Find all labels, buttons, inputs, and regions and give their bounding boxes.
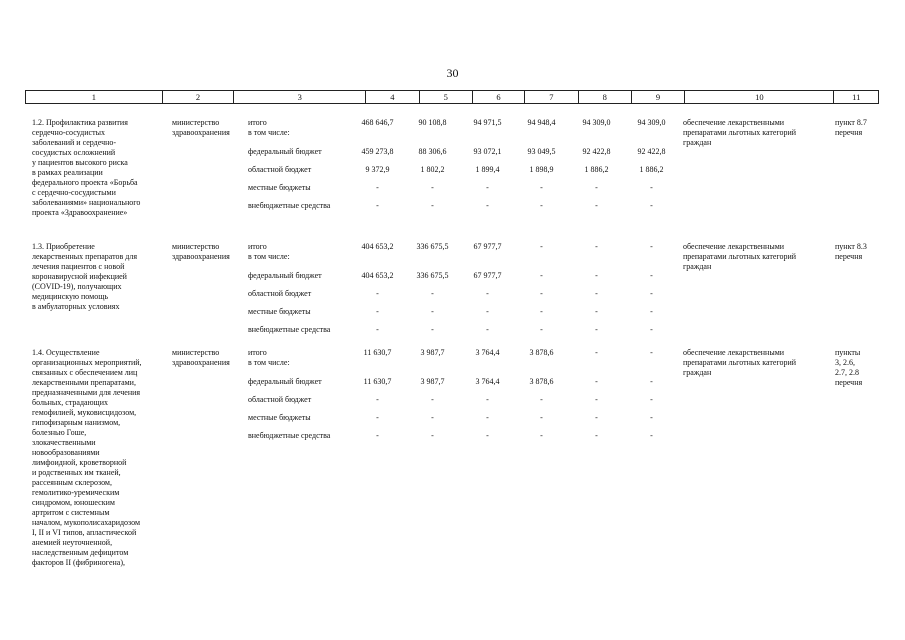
- amount-cell: 1 898,9: [529, 165, 554, 174]
- amount-cell: 67 977,7: [473, 271, 502, 280]
- amount-cell: -: [650, 289, 653, 298]
- table-header-numbers: [25, 90, 879, 104]
- column-number-9: 9: [632, 91, 685, 103]
- amount-cell: -: [540, 242, 543, 251]
- amount-cell: 93 049,5: [527, 147, 556, 156]
- amount-cell: -: [431, 325, 434, 334]
- amount-cell: 3 987,7: [420, 348, 445, 357]
- amount-cell: 404 653,2: [361, 271, 394, 280]
- amount-cell: -: [595, 289, 598, 298]
- activity-name: 1.3. Приобретение лекарственных препаратов для лечения пациентов с новой коронавирусной инфекцией (COVID-19), получающих медицинскую помощь в амбулаторных условиях: [32, 242, 138, 311]
- amount-cell: 9 372,9: [365, 165, 390, 174]
- column-number-7: 7: [525, 91, 578, 103]
- amount-cell: 1 886,2: [584, 165, 609, 174]
- funding-source-label: областной бюджет: [248, 289, 312, 298]
- amount-cell: -: [486, 395, 489, 404]
- amount-cell: -: [595, 395, 598, 404]
- amount-cell: -: [595, 201, 598, 210]
- amount-cell: 336 675,5: [416, 271, 449, 280]
- expected-result: обеспечение лекарственными препаратами льготных категорий граждан: [683, 118, 797, 147]
- amount-cell: 11 630,7: [363, 348, 392, 357]
- amount-cell: -: [650, 307, 653, 316]
- amount-cell: -: [650, 325, 653, 334]
- amount-cell: -: [540, 307, 543, 316]
- expected-result: обеспечение лекарственными препаратами льготных категорий граждан: [683, 242, 797, 271]
- amount-cell: -: [486, 431, 489, 440]
- amount-cell: -: [486, 201, 489, 210]
- amount-cell: 336 675,5: [416, 242, 449, 251]
- amount-cell: 1 802,2: [420, 165, 445, 174]
- funding-source-label: итого в том числе:: [248, 242, 290, 261]
- amount-cell: 3 764,4: [475, 348, 500, 357]
- amount-cell: -: [486, 183, 489, 192]
- amount-cell: 67 977,7: [473, 242, 502, 251]
- executor: министерство здравоохранения: [172, 348, 230, 367]
- funding-source-label: местные бюджеты: [248, 183, 311, 192]
- funding-source-label: федеральный бюджет: [248, 377, 322, 386]
- column-number-11: 11: [852, 92, 861, 102]
- amount-cell: -: [595, 242, 598, 251]
- funding-source-label: местные бюджеты: [248, 413, 311, 422]
- amount-cell: -: [650, 395, 653, 404]
- activity-name: 1.2. Профилактика развития сердечно-сосудистых заболеваний и сердечно- сосудистых осложнений у пациентов высокого риска в рамках реализации федерального проекта «Борьба с сердечно-сосудистыми заболеваниями» национального проекта «Здравоохранение»: [32, 118, 141, 217]
- amount-cell: -: [540, 413, 543, 422]
- amount-cell: -: [376, 395, 379, 404]
- amount-cell: -: [540, 201, 543, 210]
- amount-cell: 3 987,7: [420, 377, 445, 386]
- amount-cell: -: [376, 289, 379, 298]
- amount-cell: -: [376, 183, 379, 192]
- amount-cell: -: [540, 289, 543, 298]
- amount-cell: -: [486, 289, 489, 298]
- amount-cell: -: [595, 183, 598, 192]
- amount-cell: -: [431, 395, 434, 404]
- column-number-4: 4: [366, 91, 419, 103]
- amount-cell: 94 309,0: [637, 118, 666, 127]
- amount-cell: 1 899,4: [475, 165, 500, 174]
- column-number-2: 2: [163, 91, 235, 103]
- funding-source-label: федеральный бюджет: [248, 271, 322, 280]
- amount-cell: -: [540, 431, 543, 440]
- amount-cell: -: [650, 431, 653, 440]
- amount-cell: 1 886,2: [639, 165, 664, 174]
- column-number-6: 6: [473, 91, 525, 103]
- amount-cell: 404 653,2: [361, 242, 394, 251]
- amount-cell: 3 878,6: [529, 348, 554, 357]
- funding-source-label: внебюджетные средства: [248, 201, 331, 210]
- amount-cell: -: [540, 183, 543, 192]
- funding-source-label: местные бюджеты: [248, 307, 311, 316]
- amount-cell: -: [431, 413, 434, 422]
- amount-cell: -: [376, 431, 379, 440]
- amount-cell: -: [431, 201, 434, 210]
- amount-cell: -: [650, 183, 653, 192]
- amount-cell: -: [650, 348, 653, 357]
- amount-cell: 94 971,5: [473, 118, 502, 127]
- amount-cell: -: [650, 377, 653, 386]
- amount-cell: -: [540, 395, 543, 404]
- list-reference: пункт 8.7 перечня: [835, 118, 867, 137]
- amount-cell: -: [595, 431, 598, 440]
- column-number-5: 5: [420, 91, 473, 103]
- amount-cell: 3 878,6: [529, 377, 554, 386]
- list-reference: пункты 3, 2.6, 2.7, 2.8 перечня: [835, 348, 863, 387]
- funding-source-label: итого в том числе:: [248, 348, 290, 367]
- amount-cell: -: [540, 271, 543, 280]
- amount-cell: 11 630,7: [363, 377, 392, 386]
- amount-cell: -: [540, 325, 543, 334]
- amount-cell: -: [595, 271, 598, 280]
- amount-cell: -: [376, 325, 379, 334]
- amount-cell: -: [595, 377, 598, 386]
- funding-source-label: областной бюджет: [248, 165, 312, 174]
- amount-cell: -: [595, 325, 598, 334]
- column-number-8: 8: [579, 91, 632, 103]
- column-number-1: 1: [26, 91, 163, 103]
- executor: министерство здравоохранения: [172, 242, 230, 261]
- amount-cell: -: [486, 307, 489, 316]
- amount-cell: -: [486, 325, 489, 334]
- amount-cell: -: [650, 271, 653, 280]
- amount-cell: 92 422,8: [582, 147, 611, 156]
- expected-result: обеспечение лекарственными препаратами льготных категорий граждан: [683, 348, 797, 377]
- funding-source-label: внебюджетные средства: [248, 325, 331, 334]
- amount-cell: -: [376, 413, 379, 422]
- amount-cell: 90 108,8: [418, 118, 447, 127]
- page-number: 30: [446, 66, 459, 80]
- amount-cell: 88 306,6: [418, 147, 447, 156]
- column-number-10: 10: [685, 91, 834, 103]
- funding-source-label: внебюджетные средства: [248, 431, 331, 440]
- amount-cell: 94 309,0: [582, 118, 611, 127]
- amount-cell: 468 646,7: [361, 118, 394, 127]
- executor: министерство здравоохранения: [172, 118, 230, 137]
- funding-source-label: итого в том числе:: [248, 118, 290, 137]
- activity-name: 1.4. Осуществление организационных мероприятий, связанных с обеспечением лиц лекарственными препаратами, предназначенными для лечения больных, страдающих гемофилией, муковисцидозом, гипофизарным нанизмом, болезнью Гоше, злокачественными новообразованиями лимфоидной, кроветворной и родственных им тканей, рассеянным склерозом, гемолитико-уремическим синдромом, юношеским артритом с системным началом, мукополисахаридозом I, II и VI типов, апластической анемией неуточненной, наследственным дефицитом факторов II (фибриногена),: [32, 348, 142, 567]
- amount-cell: -: [431, 183, 434, 192]
- funding-source-label: областной бюджет: [248, 395, 312, 404]
- amount-cell: 92 422,8: [637, 147, 666, 156]
- amount-cell: -: [650, 201, 653, 210]
- amount-cell: 93 072,1: [473, 147, 502, 156]
- amount-cell: -: [486, 413, 489, 422]
- amount-cell: 3 764,4: [475, 377, 500, 386]
- amount-cell: -: [376, 307, 379, 316]
- amount-cell: -: [595, 348, 598, 357]
- amount-cell: -: [650, 242, 653, 251]
- column-number-3: 3: [234, 91, 366, 103]
- amount-cell: 94 948,4: [527, 118, 556, 127]
- amount-cell: -: [431, 307, 434, 316]
- funding-source-label: федеральный бюджет: [248, 147, 322, 156]
- amount-cell: -: [431, 431, 434, 440]
- amount-cell: 459 273,8: [361, 147, 394, 156]
- amount-cell: -: [431, 289, 434, 298]
- list-reference: пункт 8.3 перечня: [835, 242, 867, 261]
- amount-cell: -: [650, 413, 653, 422]
- amount-cell: -: [376, 201, 379, 210]
- amount-cell: -: [595, 413, 598, 422]
- amount-cell: -: [595, 307, 598, 316]
